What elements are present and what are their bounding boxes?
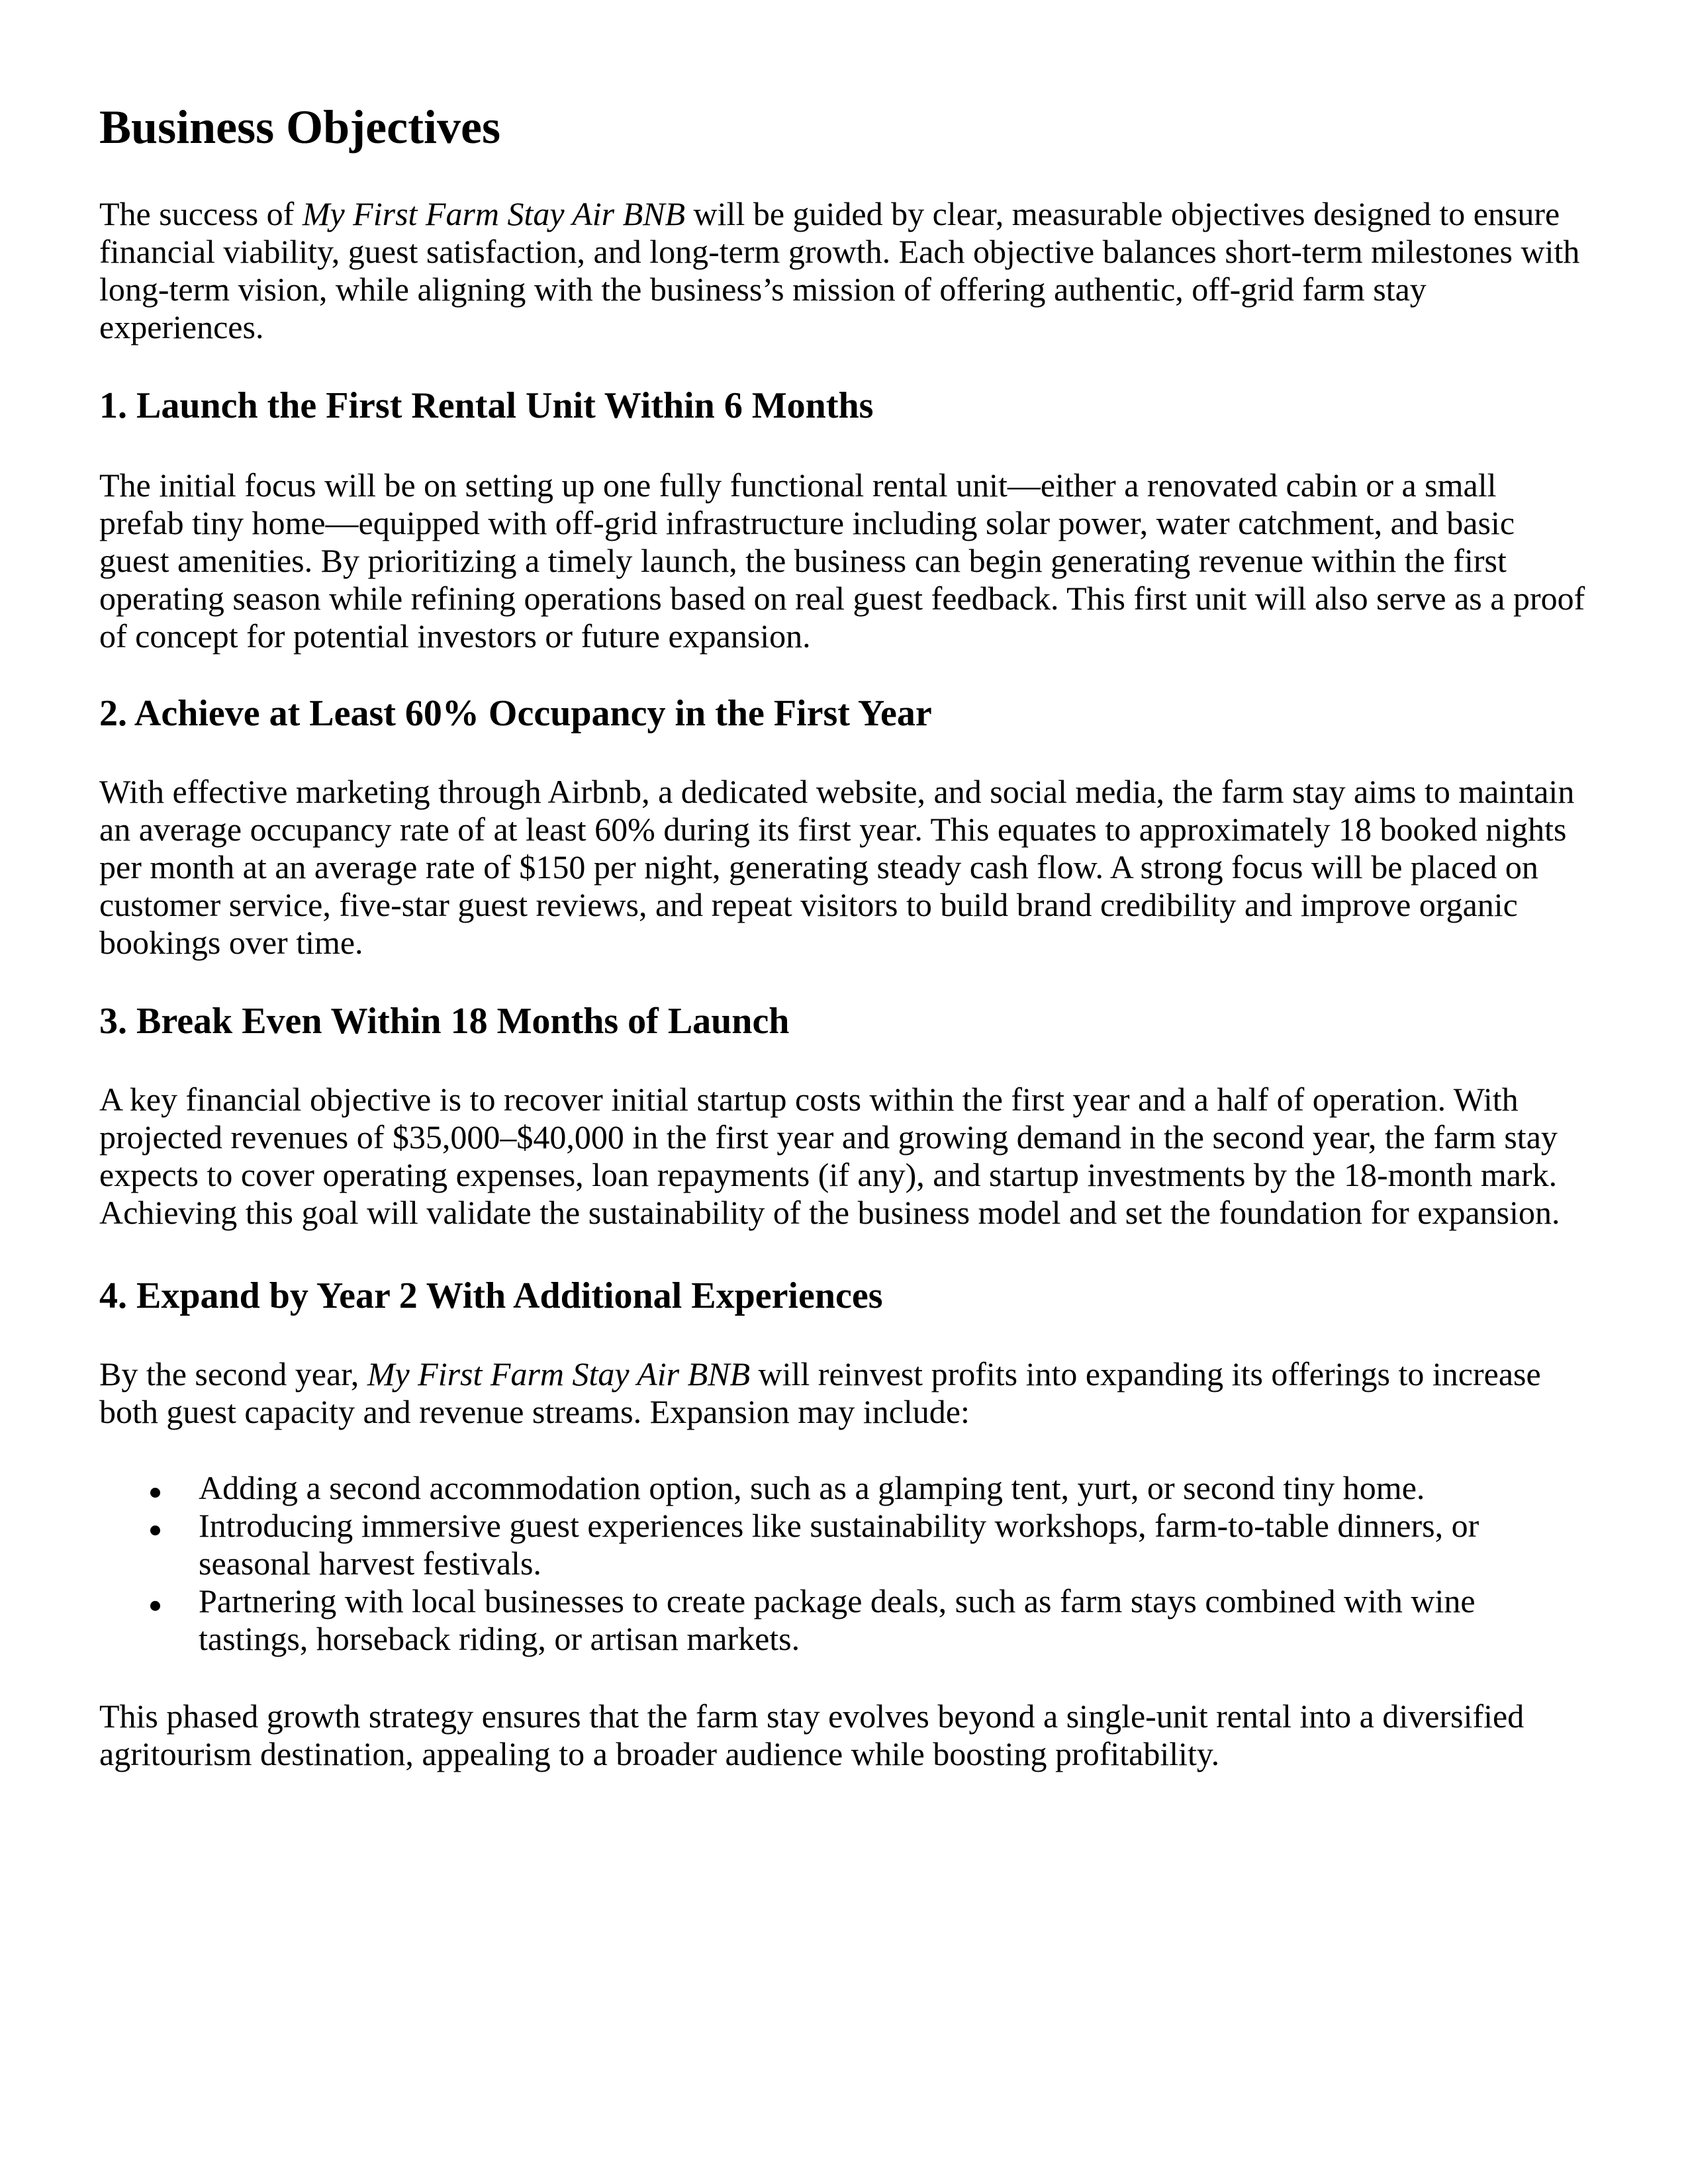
list-item: Partnering with local businesses to create package deals, such as farm stays combined with wine tastings, horseback riding, or artisan markets. — [99, 1582, 1602, 1658]
paragraph-line: Achieving this goal will validate the sustainability of the business model and set the foundation for expansion. — [99, 1194, 1560, 1231]
intro-line: The success of My First Farm Stay Air BNB will be guided by clear, measurable objectives designed to ensure — [99, 195, 1560, 232]
paragraph-line: of concept for potential investors or future expansion. — [99, 617, 811, 655]
paragraph-line: The initial focus will be on setting up one fully functional rental unit—either a renovated cabin or a small — [99, 467, 1497, 504]
paragraph-line: per month at an average rate of $150 per night, generating steady cash flow. A strong focus will be placed on — [99, 848, 1538, 886]
section-paragraph-4 — [99, 1355, 1602, 1431]
paragraph-line: With effective marketing through Airbnb, a dedicated website, and social media, the farm stay aims to maintain — [99, 773, 1575, 810]
paragraph-line: A key financial objective is to recover initial startup costs within the first year and a half of operation. With — [99, 1081, 1519, 1118]
bullet-icon — [150, 1525, 160, 1535]
section-paragraph-2 — [99, 773, 1602, 962]
intro-line: long-term vision, while aligning with the business’s mission of offering authentic, off-grid farm stay — [99, 271, 1427, 308]
section-heading-3: 3. Break Even Within 18 Months of Launch — [99, 1001, 790, 1042]
paragraph-line: bookings over time. — [99, 924, 363, 961]
paragraph-line: guest amenities. By prioritizing a timely launch, the business can begin generating revenue within the first — [99, 542, 1507, 579]
bullet-icon — [150, 1488, 160, 1498]
paragraph-line: This phased growth strategy ensures that the farm stay evolves beyond a single-unit rental into a diversified — [99, 1698, 1524, 1735]
intro-line: financial viability, guest satisfaction, and long-term growth. Each objective balances short-term milestones with — [99, 233, 1580, 270]
business-name: My First Farm Stay Air BNB — [302, 195, 686, 232]
list-item: Introducing immersive guest experiences like sustainability workshops, farm-to-table dinners, or seasonal harvest festivals. — [99, 1507, 1602, 1582]
paragraph-line: agritourism destination, appealing to a broader audience while boosting profitability. — [99, 1735, 1220, 1772]
paragraph-line: an average occupancy rate of at least 60% during its first year. This equates to approximately 18 booked nights — [99, 811, 1567, 848]
paragraph-line: prefab tiny home—equipped with off-grid infrastructure including solar power, water catchment, and basic — [99, 504, 1515, 541]
section-paragraph-3 — [99, 1081, 1602, 1232]
paragraph-line: projected revenues of $35,000–$40,000 in the first year and growing demand in the second year, the farm stay — [99, 1118, 1558, 1156]
section-heading-4: 4. Expand by Year 2 With Additional Experiences — [99, 1275, 883, 1316]
paragraph-line: expects to cover operating expenses, loan repayments (if any), and startup investments by the 18-month mark. — [99, 1156, 1558, 1193]
business-name: My First Farm Stay Air BNB — [367, 1355, 751, 1392]
section-heading-2: 2. Achieve at Least 60% Occupancy in the First Year — [99, 693, 932, 734]
expansion-list — [99, 1469, 1602, 1658]
paragraph-line: By the second year, My First Farm Stay Air BNB will reinvest profits into expanding its offerings to increase — [99, 1355, 1541, 1392]
bullet-icon — [150, 1601, 160, 1611]
paragraph-line: both guest capacity and revenue streams. Expansion may include: — [99, 1393, 970, 1430]
page-title: Business Objectives — [99, 101, 501, 154]
intro-line: experiences. — [99, 308, 264, 345]
paragraph-line: operating season while refining operations based on real guest feedback. This first unit will also serve as a proof — [99, 580, 1585, 617]
section-paragraph-1 — [99, 467, 1602, 655]
section-heading-1: 1. Launch the First Rental Unit Within 6 Months — [99, 385, 874, 426]
intro-paragraph — [99, 195, 1602, 346]
closing-paragraph — [99, 1698, 1602, 1773]
list-item: Adding a second accommodation option, such as a glamping tent, yurt, or second tiny home. — [99, 1469, 1602, 1507]
paragraph-line: customer service, five-star guest reviews, and repeat visitors to build brand credibility and improve organic — [99, 886, 1518, 923]
